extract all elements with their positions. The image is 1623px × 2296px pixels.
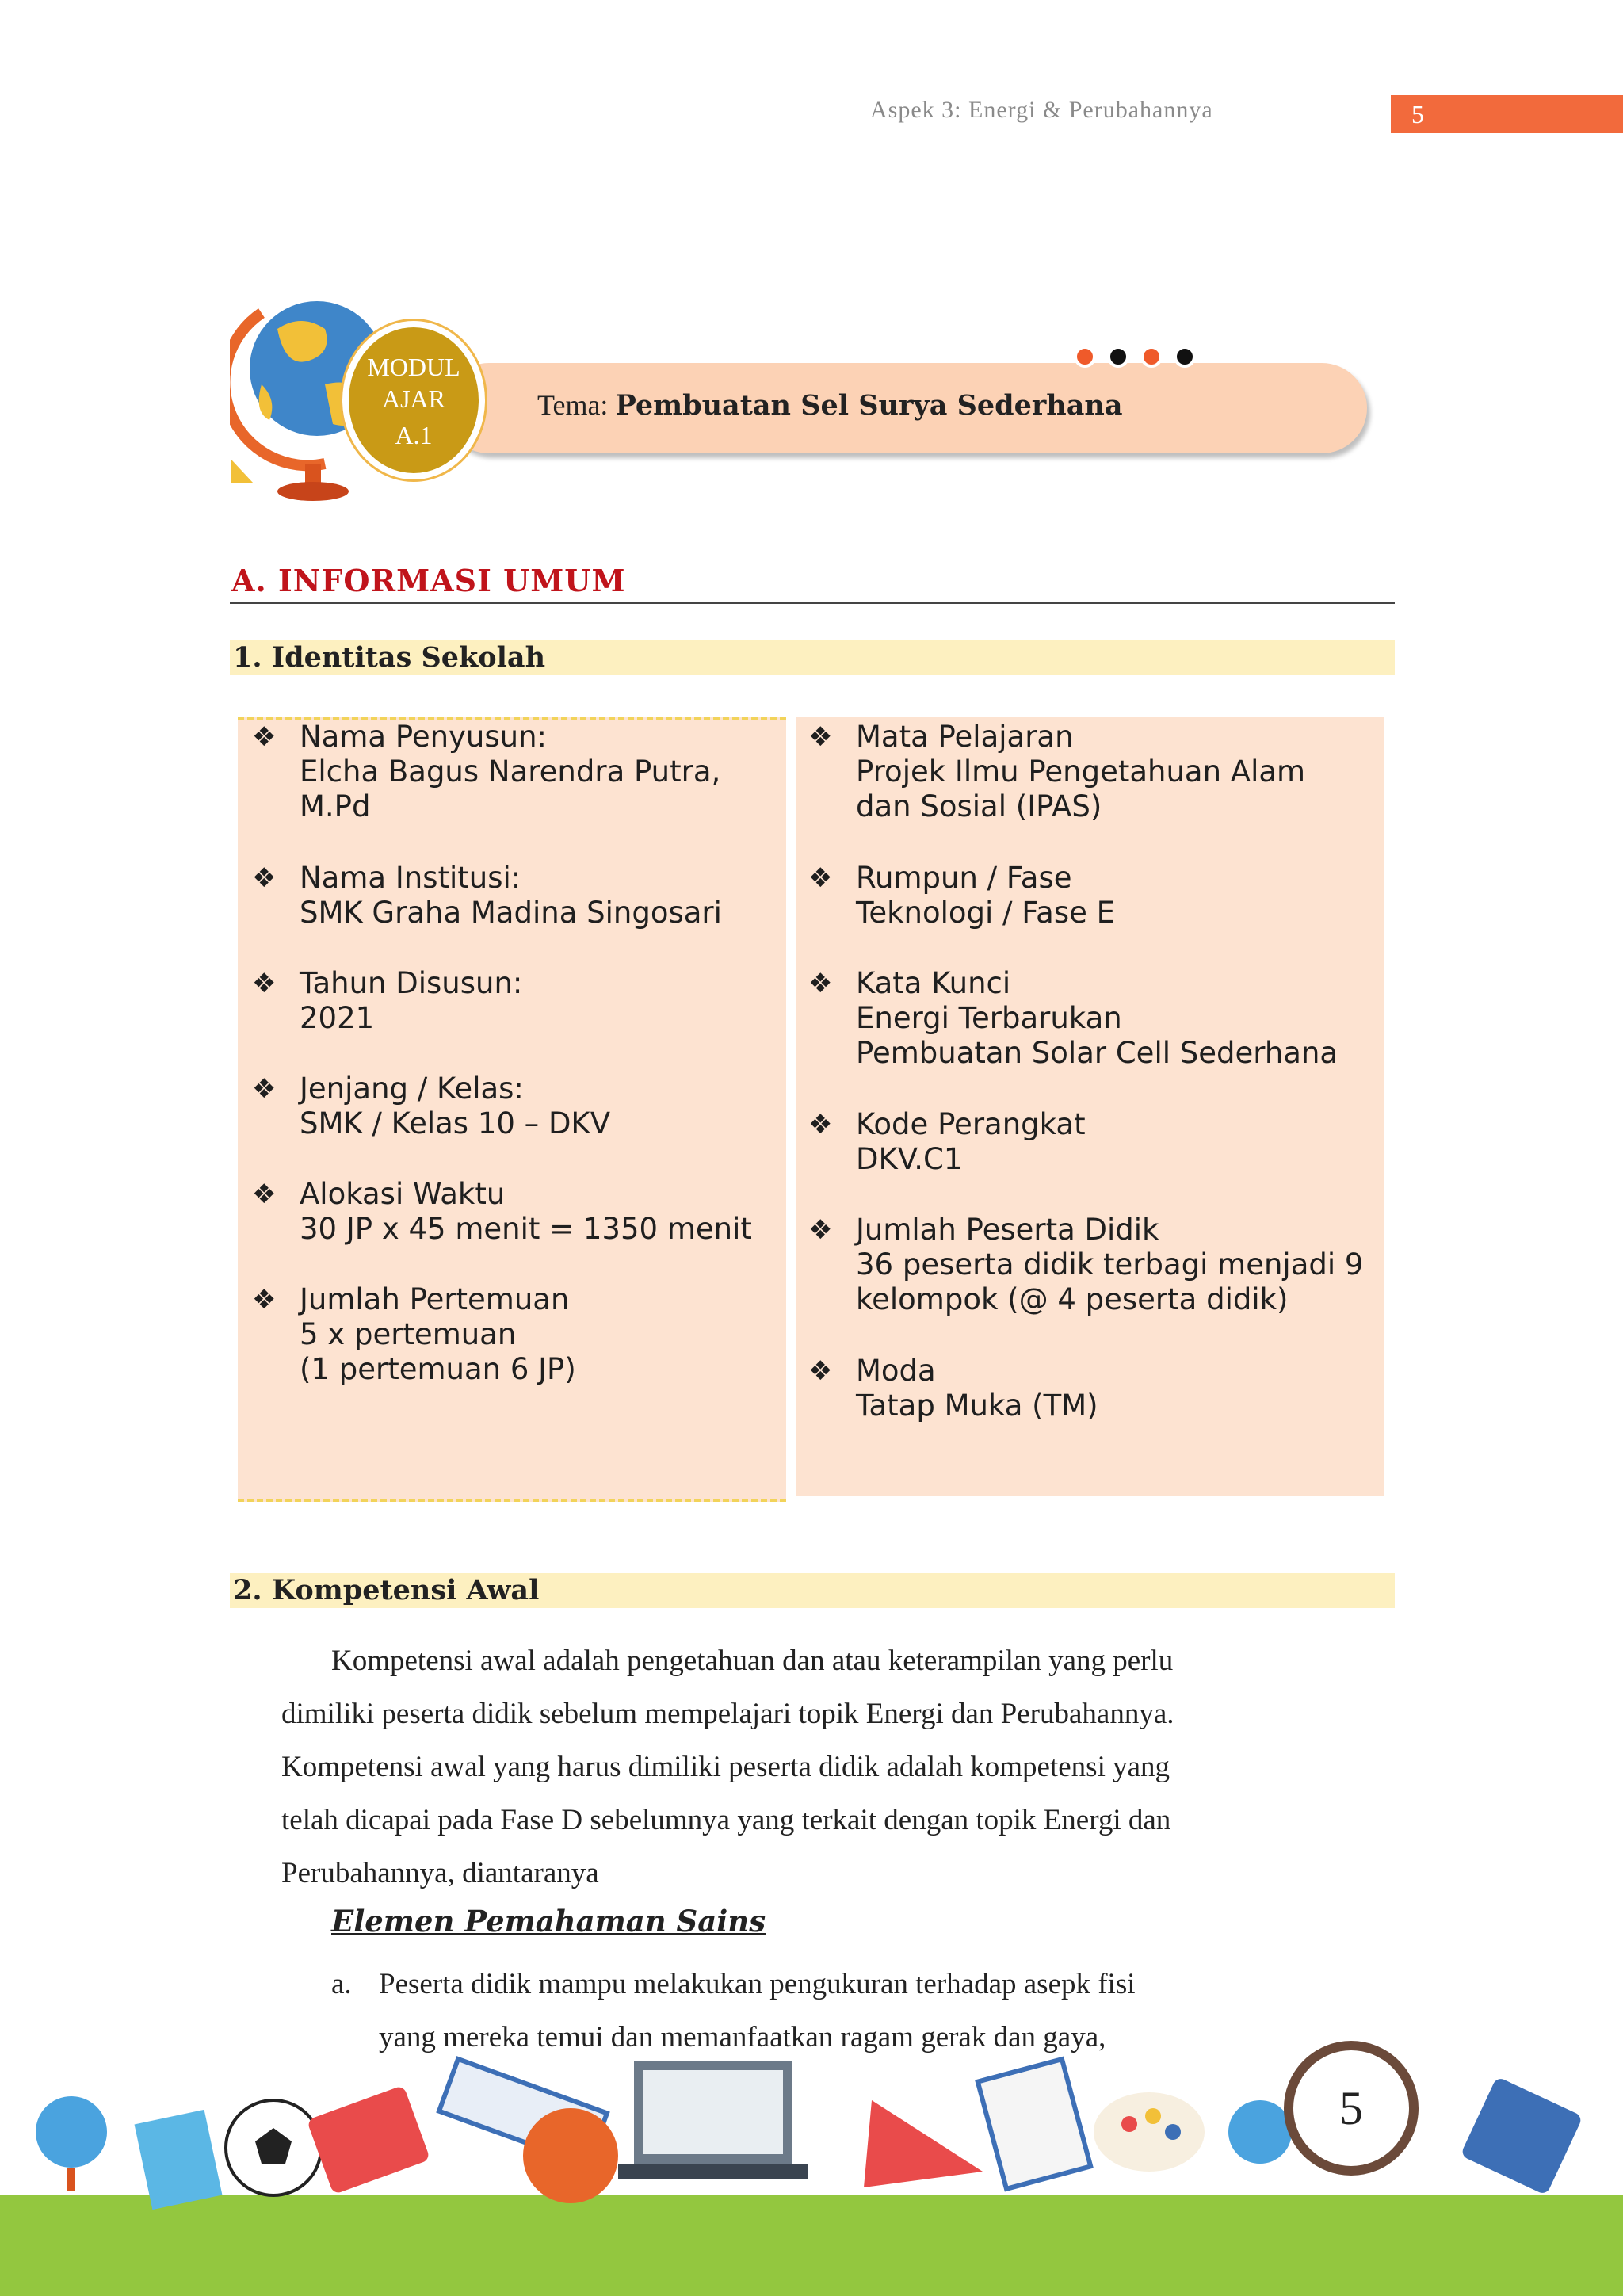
diamond-bullet-icon: ❖ bbox=[252, 1284, 277, 1316]
section-title: A. INFORMASI UMUM bbox=[231, 563, 626, 598]
diamond-bullet-icon: ❖ bbox=[808, 1355, 833, 1387]
globe-icon bbox=[36, 2096, 107, 2191]
info-item-moda: ❖ Moda Tatap Muka (TM) bbox=[808, 1354, 1098, 1423]
paragraph-line: dimiliki peserta didik sebelum mempelajari topik Energi dan Perubahannya. bbox=[281, 1698, 1174, 1730]
paragraph-line: Perubahannya, diantaranya bbox=[281, 1857, 599, 1889]
running-title: Aspek 3: Energi & Perubahannya bbox=[870, 97, 1213, 123]
orange-dot-icon bbox=[1074, 346, 1096, 368]
module-badge bbox=[342, 321, 485, 479]
tablet-icon bbox=[307, 2085, 430, 2195]
tablet-icon bbox=[1460, 2076, 1583, 2195]
info-item-alokasi: ❖ Alokasi Waktu 30 JP x 45 menit = 1350 menit bbox=[252, 1177, 752, 1246]
globe-icon bbox=[1228, 2100, 1292, 2164]
clipboard-icon bbox=[978, 2059, 1090, 2189]
section-divider bbox=[230, 602, 1395, 604]
paragraph-line: Kompetensi awal yang harus dimiliki peserta didik adalah kompetensi yang bbox=[281, 1751, 1170, 1783]
element-title: Elemen Pemahaman Sains bbox=[331, 1904, 766, 1939]
diamond-bullet-icon: ❖ bbox=[808, 721, 833, 753]
info-item-mapel: ❖ Mata Pelajaran Projek Ilmu Pengetahuan Alam dan Sosial (IPAS) bbox=[808, 720, 1306, 823]
subheading-kompetensi: 2. Kompetensi Awal bbox=[230, 1573, 1395, 1608]
info-item-institusi: ❖ Nama Institusi: SMK Graha Madina Singosari bbox=[252, 861, 722, 930]
football-icon bbox=[226, 2100, 321, 2195]
diamond-bullet-icon: ❖ bbox=[252, 1179, 277, 1210]
info-item-pertemuan: ❖ Jumlah Pertemuan 5 x pertemuan (1 pertemuan 6 JP) bbox=[252, 1282, 576, 1386]
theme-value: Pembuatan Sel Surya Sederhana bbox=[615, 389, 1123, 422]
black-dot-icon bbox=[1107, 346, 1129, 368]
badge-line-3: A.1 bbox=[395, 421, 433, 449]
banner-theme bbox=[537, 388, 1123, 422]
theme-label: Tema: bbox=[537, 389, 609, 421]
subheading-identitas: 1. Identitas Sekolah bbox=[230, 640, 1395, 675]
badge-line-1: MODUL bbox=[367, 353, 460, 381]
diamond-bullet-icon: ❖ bbox=[252, 721, 277, 753]
info-item-penyusun: ❖ Nama Penyusun: Elcha Bagus Narendra Putra, M.Pd bbox=[252, 720, 721, 823]
black-dot-icon bbox=[1174, 346, 1196, 368]
diamond-bullet-icon: ❖ bbox=[808, 862, 833, 894]
banner-dots bbox=[1074, 346, 1196, 368]
paragraph-line: Kompetensi awal adalah pengetahuan dan atau keterampilan yang perlu bbox=[331, 1645, 1174, 1677]
diamond-bullet-icon: ❖ bbox=[808, 1214, 833, 1246]
info-item-tahun: ❖ Tahun Disusun: 2021 bbox=[252, 966, 523, 1035]
list-item: Peserta didik mampu melakukan pengukuran terhadap asepk fisi yang mereka temui dan memanfaatkan ragam gerak dan gaya, bbox=[379, 1968, 1136, 2053]
basketball-icon bbox=[523, 2108, 618, 2203]
palette-icon bbox=[1094, 2092, 1205, 2172]
orange-dot-icon bbox=[1140, 346, 1163, 368]
footer-page-number: 5 bbox=[1284, 2041, 1419, 2176]
badge-line-2: AJAR bbox=[381, 384, 445, 413]
paragraph-line: telah dicapai pada Fase D sebelumnya yang terkait dengan topik Energi dan bbox=[281, 1804, 1171, 1836]
list-marker: a. bbox=[331, 1968, 352, 2000]
book-icon bbox=[135, 2110, 223, 2210]
diamond-bullet-icon: ❖ bbox=[808, 968, 833, 999]
diamond-bullet-icon: ❖ bbox=[252, 1073, 277, 1105]
laptop-icon bbox=[618, 2061, 808, 2179]
info-item-rumpun: ❖ Rumpun / Fase Teknologi / Fase E bbox=[808, 861, 1116, 930]
diamond-bullet-icon: ❖ bbox=[808, 1109, 833, 1140]
info-item-jenjang: ❖ Jenjang / Kelas: SMK / Kelas 10 – DKV bbox=[252, 1072, 611, 1140]
diamond-bullet-icon: ❖ bbox=[252, 862, 277, 894]
info-item-kode: ❖ Kode Perangkat DKV.C1 bbox=[808, 1107, 1086, 1176]
diamond-bullet-icon: ❖ bbox=[252, 968, 277, 999]
info-item-kata-kunci: ❖ Kata Kunci Energi Terbarukan Pembuatan Solar Cell Sederhana bbox=[808, 966, 1338, 1070]
info-item-jumlah-peserta: ❖ Jumlah Peserta Didik 36 peserta didik terbagi menjadi 9 kelompok (@ 4 peserta didik) bbox=[808, 1213, 1364, 1316]
header-page-number: 5 bbox=[1391, 95, 1623, 133]
ruler-icon bbox=[864, 2100, 983, 2187]
